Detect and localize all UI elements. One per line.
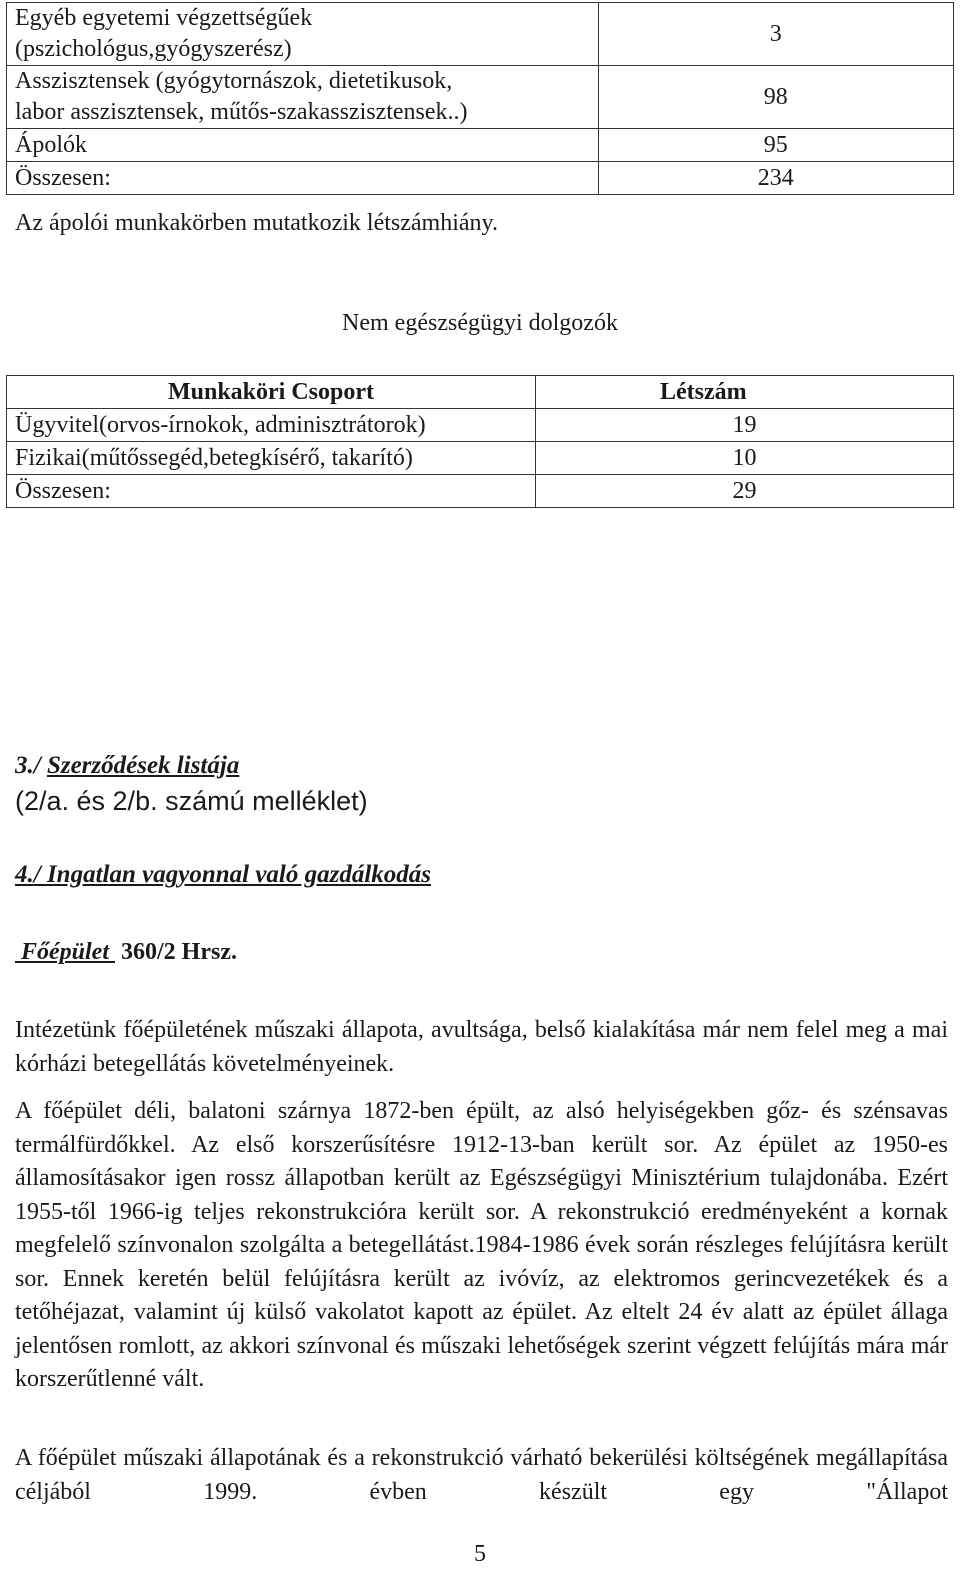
label-line: (pszichológus,gyógyszerész) <box>15 36 292 62</box>
row-label <box>7 3 599 66</box>
row-value: 95 <box>598 129 953 162</box>
row-value: 98 <box>598 66 953 129</box>
table-row <box>7 442 954 475</box>
label-line: Ápolók <box>15 132 87 158</box>
paragraph: Intézetünk főépületének műszaki állapota, avultsága, belső kialakítása már nem felel meg a mai kórházi betegellátás követelményeinek. <box>15 1017 948 1077</box>
nonmedical-table <box>6 375 954 508</box>
building-ref: 360/2 Hrsz. <box>121 939 237 965</box>
page-number: 5 <box>474 1541 486 1567</box>
staff-table <box>6 2 954 195</box>
label-line: Összesen: <box>15 165 111 191</box>
table-row <box>7 3 954 66</box>
label-line: Asszisztensek (gyógytornászok, dietetikusok, <box>15 68 453 94</box>
label-line: labor asszisztensek, műtős-szakasszisztensek..) <box>15 99 468 125</box>
row-label <box>7 162 599 195</box>
building-line <box>15 939 237 966</box>
building-label-wrap <box>15 939 115 965</box>
paragraph: A főépület műszaki állapotának és a rekonstrukció várható bekerülési költségének megállapítása céljából 1999. évben készült egy "Állapot <box>15 1445 948 1505</box>
label-line: Egyéb egyetemi végzettségűek <box>15 5 313 31</box>
shortage-note: Az ápolói munkakörben mutatkozik létszámhiány. <box>15 210 498 236</box>
row-value: 19 <box>536 409 954 442</box>
row-value: 3 <box>598 3 953 66</box>
paragraph: A főépület déli, balatoni szárnya 1872-ben épült, az alsó helyiségekben gőz- és szénsavas termálfürdőkkel. Az első korszerűsítésre 1912-13-ban került sor. Az épület az 1950-es államosításakor igen rossz állapotban került az Egészségügyi Minisztérium tulajdonába. Ezért 1955-től 1966-ig teljes rekonstrukcióra került sor. A rekonstrukció eredményeként a kornak megfelelő színvonalon szolgálta a betegellátást.1984-1986 évek során részleges felújításra került sor. Ennek keretén belül felújításra került az ivóvíz, az elektromos gerincvezetékek és a tetőhéjazat, valamint új külső vakolatot kapott az épület. Az eltelt 24 év alatt az épület állaga jelentősen romlott, az akkori színvonal és műszaki lehetőségek szerint végzett felújítás mára már korszerűtlenné vált. <box>15 1098 948 1392</box>
building-label: Főépület <box>21 939 109 965</box>
row-label <box>7 129 599 162</box>
header-count: Létszám <box>536 376 954 409</box>
section3-title: Szerződések listája <box>46 752 240 779</box>
table-row <box>7 129 954 162</box>
row-label: Összesen: <box>7 475 536 508</box>
section4-title: / Ingatlan vagyonnal való gazdálkodás <box>33 861 432 888</box>
row-value: 10 <box>536 442 954 475</box>
row-label <box>7 66 599 129</box>
section3-heading <box>15 752 239 780</box>
table-row <box>7 66 954 129</box>
table-row <box>7 475 954 508</box>
header-group: Munkaköri Csoport <box>7 376 536 409</box>
row-label: Ügyvitel(orvos-írnokok, adminisztrátorok) <box>7 409 536 442</box>
section4-heading <box>15 861 431 889</box>
row-value: 29 <box>536 475 954 508</box>
section3-note: (2/a. és 2/b. számú melléklet) <box>15 786 368 816</box>
row-label: Fizikai(műtőssegéd,betegkísérő, takarító) <box>7 442 536 475</box>
section3-number: 3./ <box>15 752 41 779</box>
table-header-row <box>7 376 954 409</box>
table-row <box>7 162 954 195</box>
table-row <box>7 409 954 442</box>
section4-number: 4. <box>15 861 34 888</box>
row-value: 234 <box>598 162 953 195</box>
nonmedical-title: Nem egészségügyi dolgozók <box>342 310 618 336</box>
